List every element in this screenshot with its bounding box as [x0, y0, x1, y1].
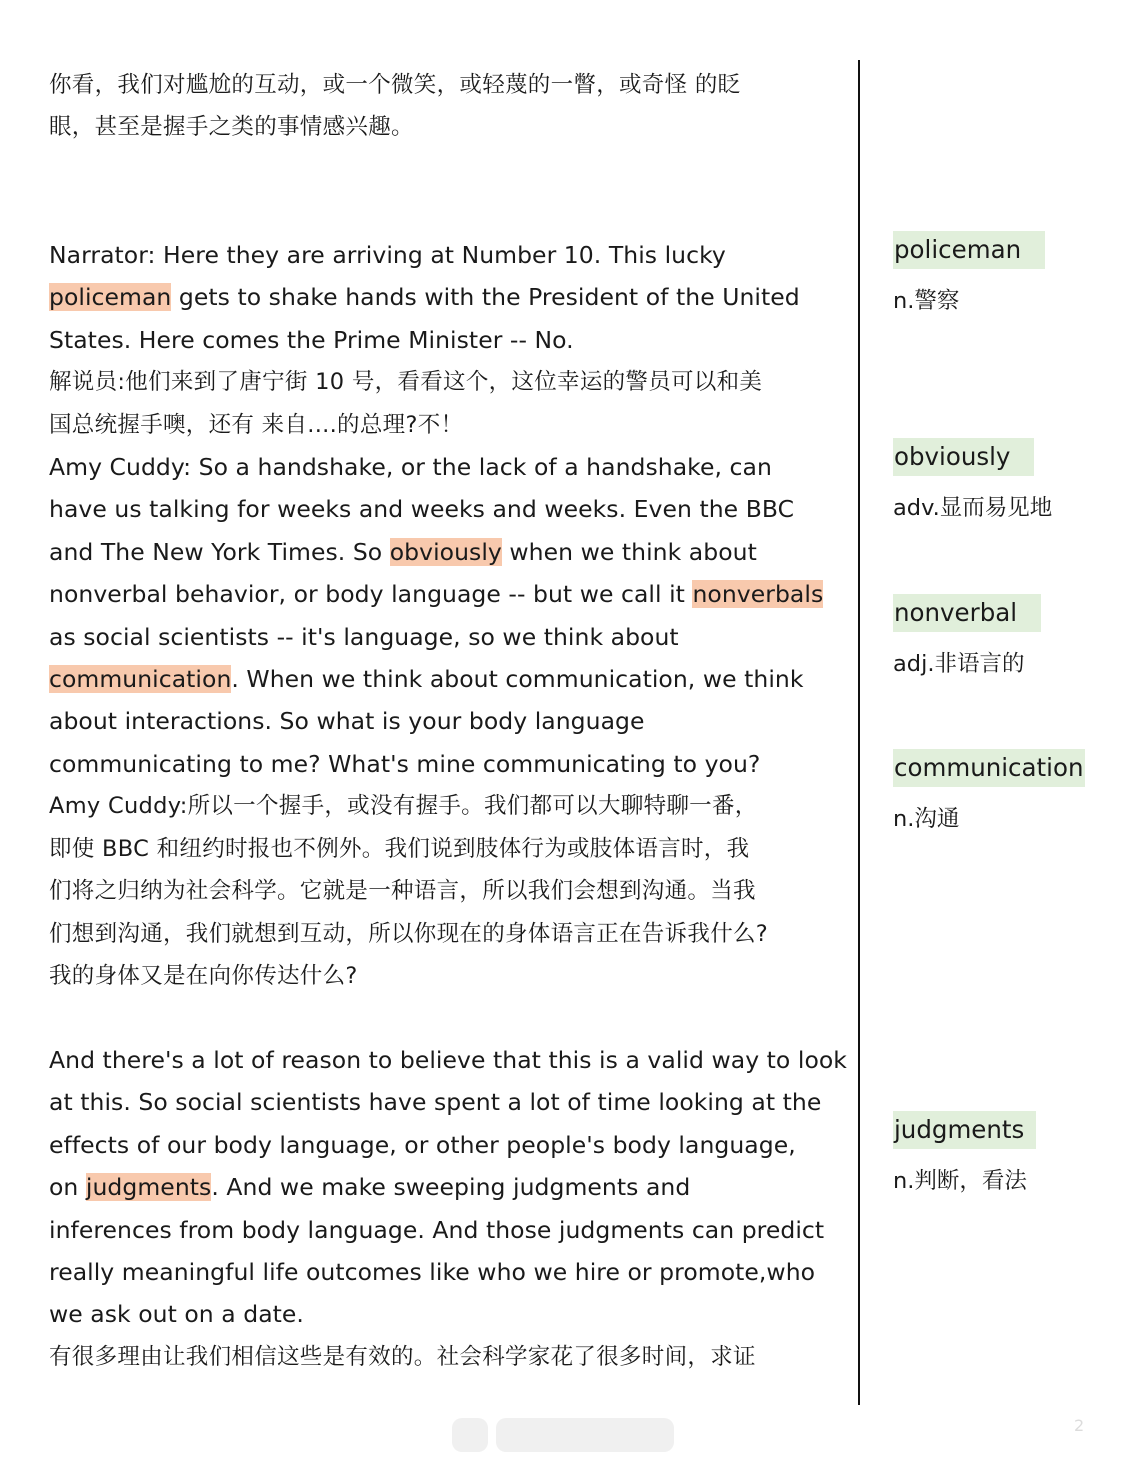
paragraph-narrator: [49, 234, 823, 997]
glossary-term: communication: [893, 749, 1085, 787]
text-line: communicating to me? What's mine communicating to you?: [49, 749, 761, 778]
text-line: we ask out on a date.: [49, 1300, 304, 1329]
text-line: as social scientists -- it's language, so we think about: [49, 622, 679, 651]
text-line: 解说员:他们来到了唐宁街 10 号，看看这个，这位幸运的警员可以和美: [49, 369, 763, 396]
highlighted-word: nonverbals: [692, 580, 824, 609]
text-line: have us talking for weeks and weeks and weeks. Even the BBC: [49, 495, 795, 524]
text-line: 你看，我们对尴尬的互动，或一个微笑，或轻蔑的一瞥，或奇怪 的眨: [49, 72, 741, 98]
text-line: Amy Cuddy:所以一个握手，或没有握手。我们都可以大聊特聊一番，: [49, 793, 758, 820]
text-line: about interactions. So what is your body language: [49, 707, 645, 736]
watermark-shape: [496, 1418, 674, 1452]
line-segment: on: [49, 1173, 86, 1202]
highlighted-word: policeman: [49, 283, 172, 312]
glossary-term: obviously: [893, 438, 1034, 476]
text-line: [49, 658, 823, 700]
text-line: inferences from body language. And those judgments can predict: [49, 1215, 825, 1244]
glossary-definition: n.判断，看法: [893, 1168, 1027, 1194]
glossary-definition: adv.显而易见地: [893, 495, 1053, 521]
text-line: [49, 531, 823, 573]
text-line: [49, 1166, 847, 1208]
glossary-term: judgments: [893, 1111, 1036, 1149]
watermark-shape: [452, 1418, 488, 1452]
text-line: at this. So social scientists have spent a lot of time looking at the: [49, 1088, 822, 1117]
glossary-entry: [893, 231, 1113, 316]
line-segment: . And we make sweeping judgments and: [211, 1173, 691, 1202]
highlighted-word: communication: [49, 665, 232, 694]
glossary-definition: n.沟通: [893, 806, 960, 832]
text-line: 眼，甚至是握手之类的事情感兴趣。: [49, 114, 414, 141]
glossary-entry: [893, 749, 1113, 834]
glossary-entry: [893, 438, 1113, 523]
text-line: really meaningful life outcomes like who we hire or promote,who: [49, 1258, 816, 1287]
glossary-entry: [893, 1111, 1113, 1196]
page-number: 2: [1074, 1416, 1085, 1435]
text-line: And there's a lot of reason to believe that this is a valid way to look: [49, 1046, 847, 1074]
paragraph-reasons: [49, 1039, 847, 1378]
text-line: 们将之归纳为社会科学。它就是一种语言，所以我们会想到沟通。当我: [49, 878, 756, 905]
line-segment: and The New York Times. So: [49, 537, 390, 566]
text-line: 即使 BBC 和纽约时报也不例外。我们说到肢体行为或肢体语言时，我: [49, 835, 750, 862]
line-segment: nonverbal behavior, or body language -- but we call it: [49, 580, 693, 609]
glossary-term: nonverbal: [893, 594, 1041, 632]
line-segment: . When we think about communication, we think: [231, 665, 804, 694]
glossary-definition: n.警察: [893, 288, 960, 314]
text-line: Amy Cuddy: So a handshake, or the lack of a handshake, can: [49, 453, 772, 482]
glossary-term: policeman: [893, 231, 1045, 269]
glossary-definition: adj.非语言的: [893, 651, 1025, 677]
highlighted-word: judgments: [85, 1173, 212, 1202]
text-line: 国总统握手噢，还有 来自....的总理?不！: [49, 411, 464, 438]
line-segment: gets to shake hands with the President of the United: [171, 283, 800, 312]
text-line: 们想到沟通，我们就想到互动，所以你现在的身体语言正在告诉我什么?: [49, 920, 769, 947]
glossary-entry: [893, 594, 1113, 679]
text-line: 我的身体又是在向你传达什么?: [49, 962, 358, 989]
highlighted-word: obviously: [389, 537, 502, 566]
paragraph-intro: [49, 64, 740, 149]
text-line: effects of our body language, or other people's body language,: [49, 1130, 796, 1159]
column-divider: [858, 60, 860, 1405]
text-line: [49, 276, 823, 318]
text-line: States. Here comes the Prime Minister -- No.: [49, 325, 574, 354]
text-line: [49, 573, 823, 615]
text-line: 有很多理由让我们相信这些是有效的。社会科学家花了很多时间，求证: [49, 1343, 756, 1370]
line-segment: when we think about: [501, 537, 757, 566]
text-line: Narrator: Here they are arriving at Number 10. This lucky: [49, 241, 726, 269]
